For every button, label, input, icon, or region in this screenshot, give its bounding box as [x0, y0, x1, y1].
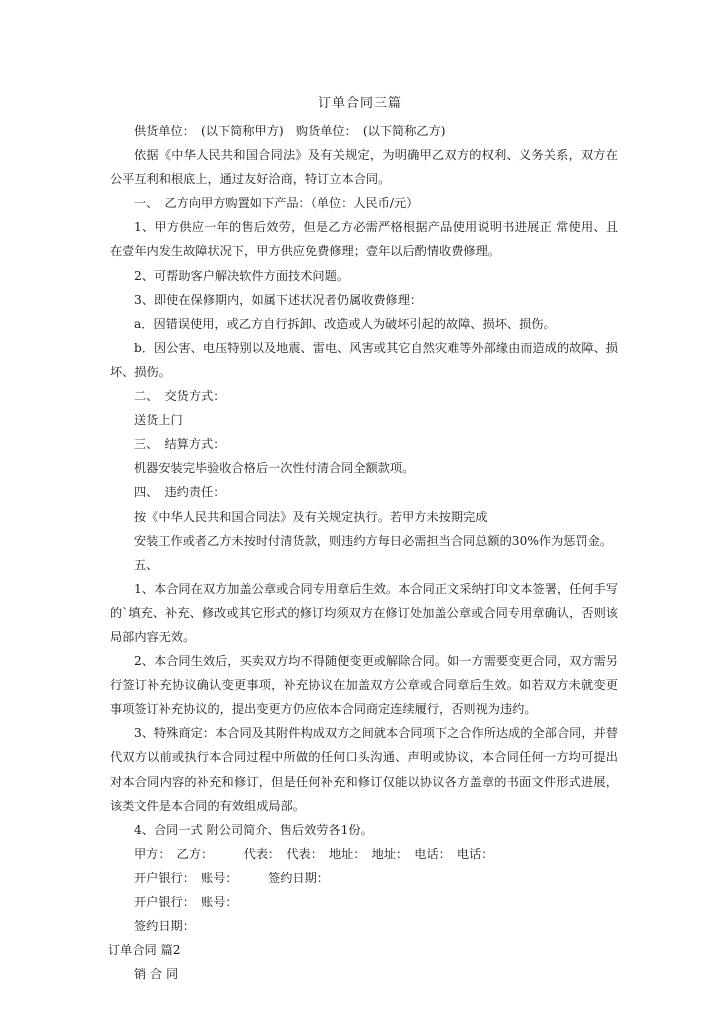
- section-five-heading: 五、: [134, 557, 159, 572]
- bank-line-1: 开户银行： 账号： 签约日期：: [134, 870, 329, 885]
- parties-line: 供货单位： (以下简称甲方) 购货单位： (以下简称乙方): [134, 124, 446, 138]
- liability-line-1: 按《中华人民共和国合同法》及有关规定执行。若甲方未按期完成: [134, 509, 488, 524]
- bank-line-2: 开户银行： 账号：: [134, 895, 238, 909]
- second-contract-title: 销 合 同: [134, 967, 179, 982]
- clause-5-1: 1、本合同在双方加盖公章或合同专用章后生效。本合同正文采纳打印文本签署，任何手写的`填充、补充、修改或其它形式的修订均须双方在修订处加盖公章或合同专用章确认，否则该局部内容无效。: [110, 581, 618, 644]
- clause-1-3-b: b．因公害、电压特别以及地震、雷电、风害或其它自然灾难等外部缘由而造成的故障、损坏、损伤。: [110, 340, 618, 379]
- clause-5-2: 2、本合同生效后，买卖双方均不得随便变更或解除合同。如一方需要变更合同，双方需另行签订补充协议确认变更事项，补充协议在加盖双方公章或合同章后生效。如若双方未就变更事项签订补充协议的，提出变更方仍应依本合同商定连续履行，否则视为违约。: [110, 654, 618, 717]
- clause-5-3: 3、特殊商定：本合同及其附件构成双方之间就本合同项下之合作所达成的全部合同，并替代双方以前或执行本合同过程中所做的任何口头沟通、声明或协议，本合同任何一方均可提出对本合同内容的补充和修订，但是任何补充和修订仅能以协议各方盖章的书面文件形式进展，该类文件是本合同的有效组成局部。: [110, 726, 618, 813]
- clause-5-4: 4、合同一式 附公司简介、售后效劳各1份。: [134, 822, 373, 837]
- clause-1-2: 2、可帮助客户解决软件方面技术问题。: [134, 268, 349, 283]
- signing-date-line: 签约日期：: [134, 919, 195, 934]
- section-one-heading: 一、 乙方向甲方购置如下产品：（单位：人民币/元）: [134, 196, 419, 211]
- clause-1-3-a: a．因错误使用，或乙方自行拆卸、改造或人为破坏引起的故障、损坏、损伤。: [134, 316, 556, 331]
- document-body: [110, 119, 618, 986]
- second-contract-heading: 订单合同 篇2: [108, 943, 181, 958]
- delivery-method: 送货上门: [134, 413, 183, 428]
- signature-parties-line: 甲方： 乙方： 代表： 代表： 地址： 地址： 电话： 电话：: [134, 846, 494, 861]
- document-title: 订单合同三篇: [317, 96, 402, 111]
- clause-1-3: 3、即使在保修期内，如属下述状况者仍属收费修理：: [134, 292, 423, 307]
- section-four-heading: 四、 违约责任：: [134, 485, 226, 500]
- section-three-heading: 三、 结算方式：: [134, 437, 226, 452]
- section-two-heading: 二、 交货方式：: [134, 389, 226, 404]
- clause-1-1: 1、甲方供应一年的售后效劳，但是乙方必需严格根据产品使用说明书进展正 常使用、且在壹年内发生故障状况下，甲方供应免费修理；壹年以后酌情收费修理。: [110, 220, 618, 259]
- settlement-method: 机器安装完毕验收合格后一次性付清合同全额款项。: [134, 461, 415, 476]
- liability-line-2: 安装工作或者乙方未按时付清货款，则违约方每日必需担当合同总额的30%作为惩罚金。: [134, 533, 613, 548]
- preamble-paragraph: 依据《中华人民共和国合同法》及有关规定，为明确甲乙双方的权利、义务关系，双方在公平互利和根底上，通过友好洽商，特订立本合同。: [110, 148, 618, 187]
